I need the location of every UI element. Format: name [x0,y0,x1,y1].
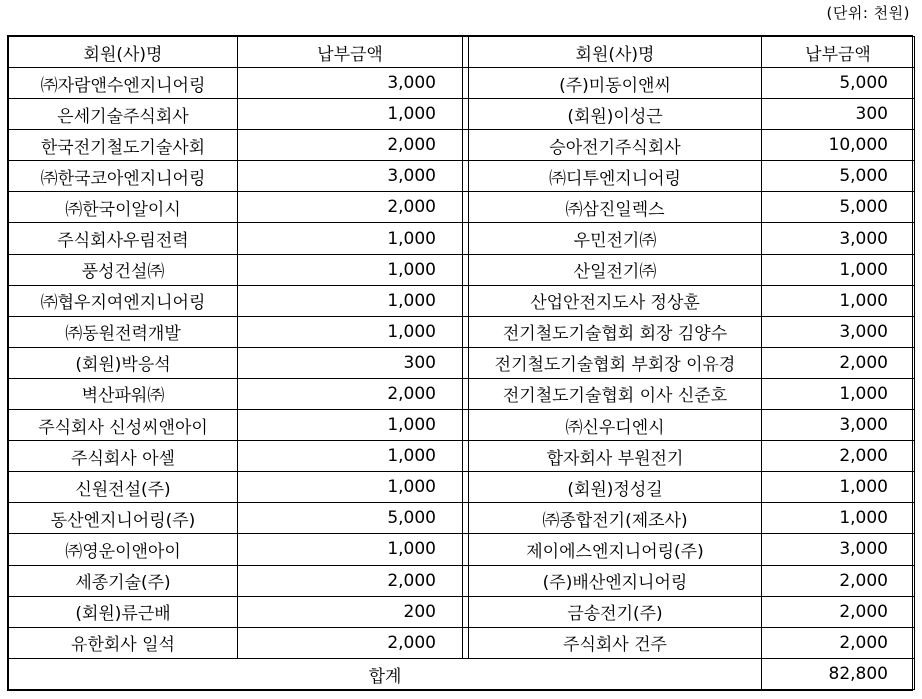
left-member-name: 벽산파워㈜ [9,378,238,409]
right-amount: 5,000 [762,161,915,192]
total-row [9,659,915,690]
left-amount: 3,000 [238,161,463,192]
right-member-name: (회원)정성길 [469,472,762,503]
total-amount: 82,800 [762,659,915,690]
right-member-name: ㈜디투엔지니어링 [469,161,762,192]
right-amount: 2,000 [762,627,915,658]
right-member-name: (주)배산엔지니어링 [469,565,762,596]
right-member-name: 전기철도기술협회 부회장 이유경 [469,347,762,378]
right-amount: 5,000 [762,68,915,99]
right-member-name: 제이에스엔지니어링(주) [469,534,762,565]
donation-table [8,36,915,690]
right-amount: 1,000 [762,472,915,503]
right-amount-header: 납부금액 [762,37,915,68]
right-member-name: 산업안전지도사 정상훈 [469,285,762,316]
right-amount: 3,000 [762,316,915,347]
left-member-name: 주식회사우림전력 [9,223,238,254]
left-amount: 1,000 [238,534,463,565]
left-amount: 1,000 [238,285,463,316]
left-amount: 2,000 [238,565,463,596]
right-amount: 2,000 [762,347,915,378]
table-row [9,161,915,192]
left-amount: 1,000 [238,410,463,441]
table-row [9,99,915,130]
right-amount: 10,000 [762,130,915,161]
table-row [9,503,915,534]
right-amount: 1,000 [762,254,915,285]
right-amount: 3,000 [762,534,915,565]
right-amount: 2,000 [762,565,915,596]
header-row [9,37,915,68]
left-amount: 5,000 [238,503,463,534]
left-member-name: ㈜한국이알이시 [9,192,238,223]
left-amount: 2,000 [238,192,463,223]
left-member-name: 동산엔지니어링(주) [9,503,238,534]
table-row [9,192,915,223]
right-member-name: 전기철도기술협회 회장 김양수 [469,316,762,347]
left-member-name: 주식회사 아셀 [9,441,238,472]
right-member-name: (주)미동이앤씨 [469,68,762,99]
left-amount: 2,000 [238,130,463,161]
left-member-name: ㈜자람앤수엔지니어링 [9,68,238,99]
table-row [9,223,915,254]
left-member-name: 주식회사 신성씨앤아이 [9,410,238,441]
left-member-name: 세종기술(주) [9,565,238,596]
right-amount: 3,000 [762,223,915,254]
left-member-name: 한국전기철도기술사회 [9,130,238,161]
left-amount: 200 [238,596,463,627]
right-amount: 2,000 [762,596,915,627]
left-amount: 1,000 [238,223,463,254]
table-row [9,410,915,441]
left-member-name: (회원)류근배 [9,596,238,627]
right-member-name: 합자회사 부원전기 [469,441,762,472]
left-amount: 1,000 [238,254,463,285]
left-member-name: ㈜동원전력개발 [9,316,238,347]
right-member-name: 승아전기주식회사 [469,130,762,161]
table-row [9,565,915,596]
table-row [9,441,915,472]
table-row [9,534,915,565]
right-member-name: 주식회사 건주 [469,627,762,658]
table-row [9,347,915,378]
left-amount: 1,000 [238,316,463,347]
table-row [9,285,915,316]
table-row [9,472,915,503]
left-amount: 2,000 [238,627,463,658]
right-member-name: (회원)이성근 [469,99,762,130]
right-amount: 2,000 [762,441,915,472]
right-amount: 1,000 [762,285,915,316]
table-row [9,596,915,627]
left-member-header: 회원(사)명 [9,37,238,68]
left-member-name: ㈜협우지여엔지니어링 [9,285,238,316]
left-amount: 2,000 [238,378,463,409]
left-member-name: 유한회사 일석 [9,627,238,658]
right-member-name: 우민전기㈜ [469,223,762,254]
right-member-name: 전기철도기술협회 이사 신준호 [469,378,762,409]
right-member-name: 금송전기(주) [469,596,762,627]
left-member-name: 은세기술주식회사 [9,99,238,130]
table-row [9,316,915,347]
left-member-name: 신원전설(주) [9,472,238,503]
right-amount: 1,000 [762,378,915,409]
right-amount: 5,000 [762,192,915,223]
left-amount: 300 [238,347,463,378]
table-body [9,68,915,659]
left-member-name: ㈜한국코아엔지니어링 [9,161,238,192]
table-row [9,254,915,285]
table-row [9,130,915,161]
right-member-name: 산일전기㈜ [469,254,762,285]
table-row [9,378,915,409]
left-member-name: 풍성건설㈜ [9,254,238,285]
right-amount: 1,000 [762,503,915,534]
table-row [9,68,915,99]
left-amount: 1,000 [238,99,463,130]
left-amount: 1,000 [238,472,463,503]
right-amount: 3,000 [762,410,915,441]
left-amount: 3,000 [238,68,463,99]
left-member-name: ㈜영운이앤아이 [9,534,238,565]
donation-table-container [7,35,913,691]
right-amount: 300 [762,99,915,130]
unit-note: (단위: 천원) [826,4,910,22]
right-member-name: ㈜신우디엔시 [469,410,762,441]
table-row [9,627,915,658]
left-amount-header: 납부금액 [238,37,463,68]
total-label: 합계 [9,659,762,690]
right-member-name: ㈜종합전기(제조사) [469,503,762,534]
right-member-name: ㈜삼진일렉스 [469,192,762,223]
left-member-name: (회원)박응석 [9,347,238,378]
left-amount: 1,000 [238,441,463,472]
right-member-header: 회원(사)명 [469,37,762,68]
